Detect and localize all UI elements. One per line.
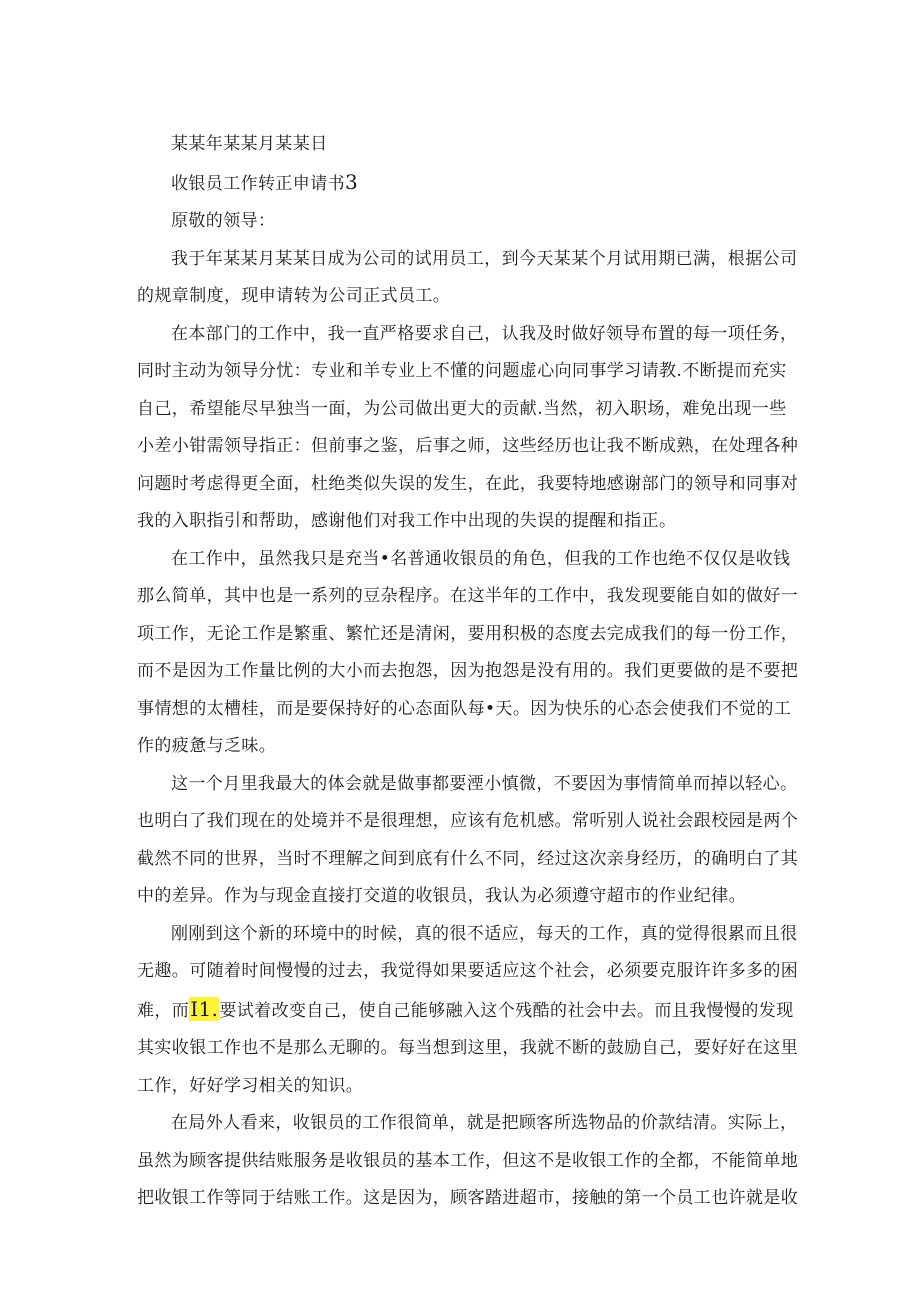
paragraph-line: 在本部门的工作中，我一直严格要求自己，认我及时做好领导布置的每一项任务， xyxy=(171,323,798,344)
document-title xyxy=(137,164,783,204)
paragraph-line: 无趣。可随着时间慢慢的过去，我觉得如果要适应这个社会，必须要克服许许多多的困 xyxy=(137,961,799,981)
line-text-after: 要试着改变自己，使自己能够融入这个残酷的社会中去。而且我慢慢的发现 xyxy=(219,1000,794,1021)
paragraph-line-highlighted xyxy=(137,991,794,1031)
paragraph-line: 问题时考虑得更全面，杜绝类似失误的发生，在此，我要特地感谢部门的领导和同事对 xyxy=(137,473,799,494)
salutation: 原敬的领导： xyxy=(171,211,276,231)
paragraph-line: 中的差异。作为与现金直接打交道的收银员，我认为必须遵守超市的作业纪律。 xyxy=(137,886,746,906)
paragraph-line: 工作，好好学习相关的知识。 xyxy=(137,1075,364,1096)
paragraph-line: 小差小钳需领导指正：但前事之鉴，后事之师，这些经历也让我不断成熟，在处理各种 xyxy=(137,436,799,456)
paragraph-line: 截然不同的世界，当时不理解之间到底有什么不同，经过这次亲身经历，的确明白了其 xyxy=(137,848,799,869)
paragraph-line: 虽然为顾客提供结账服务是收银员的基本工作，但这不是收银工作的全都，不能简单地 xyxy=(137,1150,799,1171)
paragraph-line: 也明白了我们现在的处境并不是很理想，应该有危机感。常听别人说社会跟校园是两个 xyxy=(137,811,799,831)
paragraph-line: 而不是因为工作量比例的大小而去抱怨，因为抱怨是没有用的。我们更要做的是不要把 xyxy=(137,661,799,681)
paragraph xyxy=(137,1105,799,1218)
paragraph xyxy=(137,241,798,316)
title-number: 3 xyxy=(345,169,359,194)
highlighted-text: I1. xyxy=(190,996,219,1021)
date-line: 某某年某某月某某日 xyxy=(171,134,328,154)
paragraph-line: 的规章制度，现申请转为公司正式员工。 xyxy=(137,286,451,306)
title-text: 收银员工作转正申请书 xyxy=(171,173,345,194)
paragraph xyxy=(137,766,799,916)
paragraph-line: 项工作，无论工作是繁重、繁忙还是清闲，要用积极的态度去完成我们的每一份工作， xyxy=(137,623,799,644)
paragraph-line: 刚刚到这个新的环境中的时候，真的很不适应，每天的工作，真的觉得很累而且很 xyxy=(171,923,798,944)
paragraph-line: 同时主动为领导分忧：专业和羊专业上不懂的问题虚心向同事学习请教.不断提而充实 xyxy=(137,361,787,381)
paragraph xyxy=(137,916,799,1106)
document-body xyxy=(137,126,799,1218)
paragraph xyxy=(137,316,799,541)
paragraph-line: 这一个月里我最大的体会就是做事都要湮小慎微，不要因为事情简单而掉以轻心。 xyxy=(171,773,798,794)
paragraph-line: 在工作中，虽然我只是充当•名普通收银员的角色，但我的工作也绝不仅仅是收钱 xyxy=(171,548,791,569)
line-text-before: 难，而 xyxy=(137,1000,190,1021)
paragraph-line: 其实收银工作也不是那么无聊的。每当想到这里，我就不断的鼓励自己，要好好在这里 xyxy=(137,1038,799,1058)
paragraph-line: 事情想的太槽桂，而是要保持好的心态面队每•天。因为快乐的心态会使我们不觉的工 xyxy=(137,698,792,719)
paragraph-line: 那么简单，其中也是一系列的豆杂程序。在这半年的工作中，我发现要能自如的做好一 xyxy=(137,586,799,606)
paragraph-line: 把收银工作等同于结账工作。这是因为，顾客踏进超市，接触的第一个员工也许就是收 xyxy=(137,1188,799,1208)
paragraph-line: 我的入职指引和帮助，感谢他们对我工作中出现的失误的提醒和指正。 xyxy=(137,511,677,531)
paragraph-line: 在局外人看来，收银员的工作很简单，就是把顾客所选物品的价款结清。实际上， xyxy=(171,1113,798,1133)
paragraph-line: 自己，希望能尽早独当一面，为公司做出更大的贡献.当然，初入职场，难免出现一些 xyxy=(137,398,787,419)
paragraph-line: 作的疲惫与乏味。 xyxy=(137,736,277,756)
paragraph-line: 我于年某某月某某日成为公司的试用员工，到今天某某个月试用期已满，根据公司 xyxy=(171,248,798,269)
paragraph xyxy=(137,541,799,766)
